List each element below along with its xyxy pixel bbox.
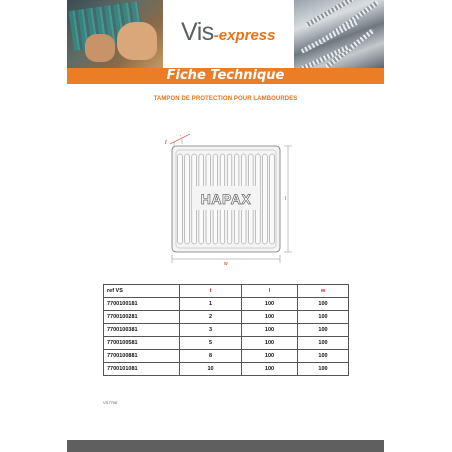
cell-l: 100: [242, 298, 298, 311]
cell-ref: 7700100581: [104, 337, 180, 350]
document-reference: VS7708: [103, 400, 118, 405]
cell-ref: 7700100181: [104, 298, 180, 311]
brand-suffix: -express: [213, 27, 276, 44]
dim-label-t: t: [165, 140, 167, 146]
svg-text:': ': [180, 135, 181, 141]
cell-t: 5: [180, 337, 242, 350]
brand-main: Vis: [181, 18, 214, 46]
product-title: TAMPON DE PROTECTION POUR LAMBOURDES: [153, 96, 298, 102]
hapax-logo-text: HAPAX: [200, 191, 252, 207]
cell-l: 100: [242, 363, 298, 376]
cell-w: 100: [298, 298, 349, 311]
table-row: [104, 363, 349, 376]
cell-ref: 7700100881: [104, 350, 180, 363]
brand-logo: [181, 18, 276, 47]
col-header-t: t: [180, 285, 242, 298]
dim-label-l: l: [285, 196, 287, 202]
cell-l: 100: [242, 324, 298, 337]
pad-rib: [178, 154, 183, 244]
header: [67, 0, 384, 68]
product-drawing: [160, 130, 300, 266]
pad-rib: [270, 154, 275, 244]
cell-ref: 7700100381: [104, 324, 180, 337]
cell-ref: 7700101081: [104, 363, 180, 376]
table-row: [104, 350, 349, 363]
header-photo-screws: [294, 0, 384, 68]
col-header-l: l: [242, 285, 298, 298]
col-header-w: w: [298, 285, 349, 298]
cell-w: 100: [298, 337, 349, 350]
col-header-ref: ref VS: [104, 285, 180, 298]
cell-l: 100: [242, 350, 298, 363]
hand-image: [85, 34, 115, 62]
table-row: [104, 324, 349, 337]
table-header-row: [104, 285, 349, 298]
cell-w: 100: [298, 363, 349, 376]
cell-t: 2: [180, 311, 242, 324]
spec-table: [103, 284, 349, 376]
dim-label-w: w: [224, 261, 228, 266]
footer-bar: [67, 440, 384, 452]
cell-w: 100: [298, 324, 349, 337]
table-row: [104, 298, 349, 311]
cell-w: 100: [298, 311, 349, 324]
table-row: [104, 311, 349, 324]
table-row: [104, 337, 349, 350]
cell-t: 3: [180, 324, 242, 337]
cell-t: 8: [180, 350, 242, 363]
pad-rib: [263, 154, 268, 244]
cell-l: 100: [242, 337, 298, 350]
cell-t: 10: [180, 363, 242, 376]
header-photo-tools: [67, 0, 163, 68]
hand-image: [117, 22, 157, 60]
cell-t: 1: [180, 298, 242, 311]
cell-w: 100: [298, 350, 349, 363]
title-banner: [67, 68, 384, 84]
pad-rib: [185, 154, 190, 244]
cell-l: 100: [242, 311, 298, 324]
banner-title: Fiche Technique: [166, 68, 285, 83]
cell-ref: 7700100281: [104, 311, 180, 324]
